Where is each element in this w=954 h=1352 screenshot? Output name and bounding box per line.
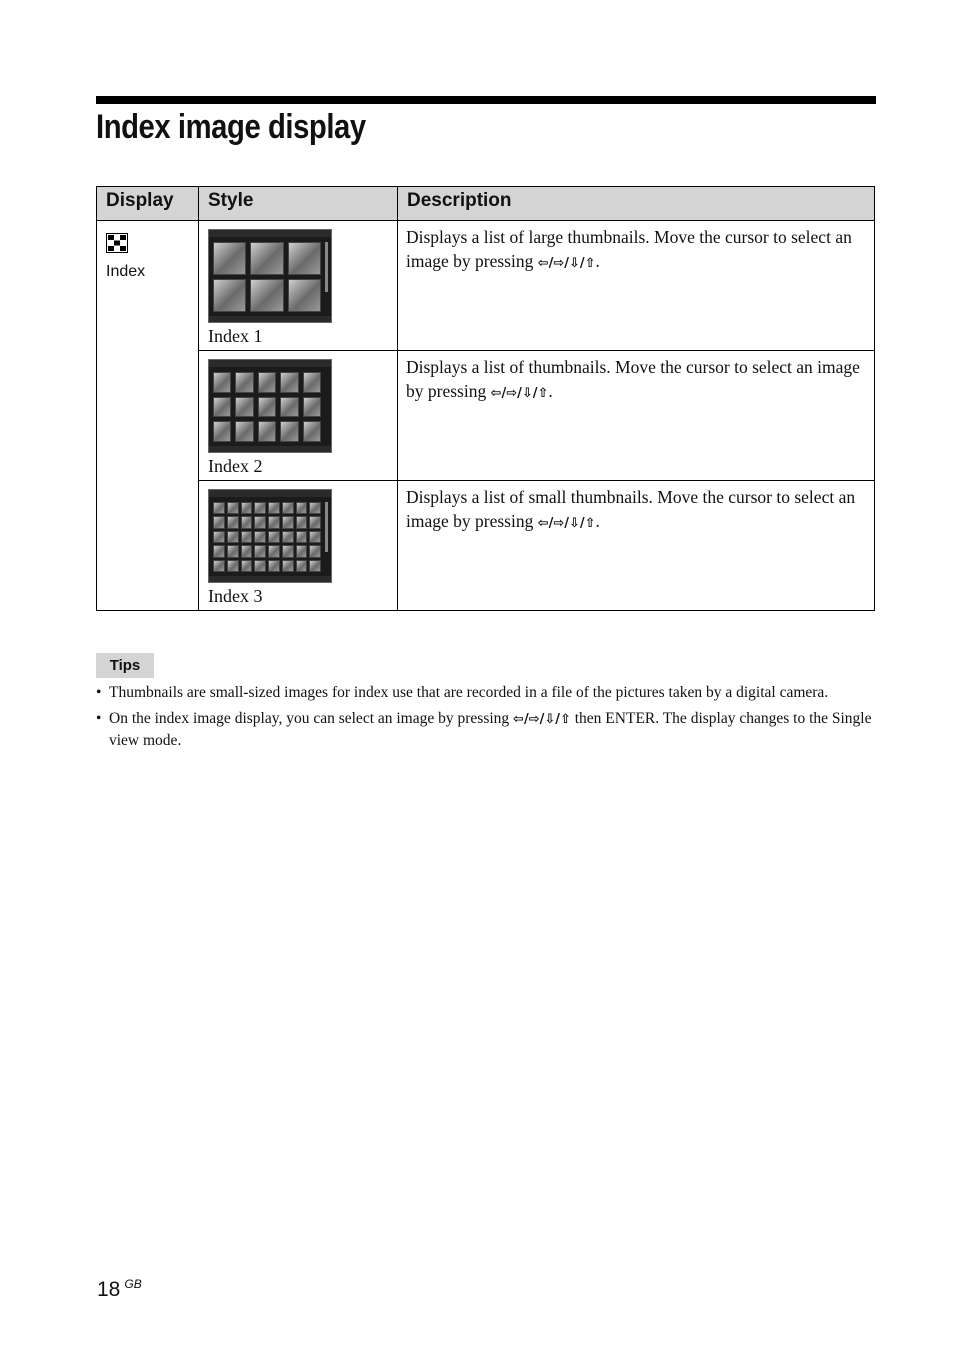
style-cell: [199, 351, 398, 481]
thumbnail-image: [268, 545, 280, 557]
index-grid-icon: [106, 233, 128, 253]
thumbnail-image: [213, 242, 246, 275]
list-item: [96, 682, 876, 703]
thumbnail-image: [258, 397, 276, 418]
thumbnail-image: [250, 242, 283, 275]
thumbnail-image: [282, 502, 294, 514]
thumb-scrollbar: [325, 242, 328, 292]
style-cell: [199, 481, 398, 611]
description-cell: [398, 351, 875, 481]
thumbnail-image: [282, 516, 294, 528]
arrow-keys-icon: ⇦/⇨/⇩/⇧: [537, 256, 596, 271]
index-3-screenshot: [208, 489, 332, 583]
thumbnail-image: [309, 516, 321, 528]
thumbnail-image: [227, 502, 239, 514]
description-end: .: [595, 511, 600, 531]
thumbnail-image: [280, 372, 298, 393]
thumbnail-image: [282, 531, 294, 543]
thumbnail-image: [288, 279, 321, 312]
index-1-screenshot: [208, 229, 332, 323]
thumbnail-image: [280, 397, 298, 418]
thumbnail-image: [254, 545, 266, 557]
thumbnail-image: [309, 560, 321, 572]
tip-text: On the index image display, you can select an image by pressing: [109, 710, 514, 727]
thumbnail-image: [213, 560, 225, 572]
header-description: Description: [398, 187, 875, 221]
thumbnail-image: [268, 560, 280, 572]
thumbnail-image: [254, 502, 266, 514]
list-item: [96, 708, 876, 751]
table-row: [97, 351, 875, 481]
thumbnail-image: [213, 545, 225, 557]
thumbnail-image: [241, 531, 253, 543]
tip-text: Thumbnails are small-sized images for index use that are recorded in a file of the pictures taken by a digital camera.: [109, 684, 829, 701]
page-number-suffix: GB: [124, 1277, 142, 1291]
thumbnail-image: [268, 502, 280, 514]
thumbnail-image: [280, 421, 298, 442]
style-label: Index 1: [208, 326, 263, 346]
header-style: Style: [199, 187, 398, 221]
title-rule: [96, 96, 876, 104]
thumbnail-image: [213, 279, 246, 312]
table-row: [97, 481, 875, 611]
thumbnail-image: [258, 372, 276, 393]
thumbnail-image: [227, 516, 239, 528]
thumbnail-image: [227, 560, 239, 572]
thumbnail-image: [303, 372, 321, 393]
description-end: .: [548, 381, 553, 401]
page-number: [97, 1277, 142, 1302]
header-display: Display: [97, 187, 199, 221]
thumbnail-image: [288, 242, 321, 275]
thumbnail-image: [303, 397, 321, 418]
arrow-keys-icon: ⇦/⇨/⇩/⇧: [490, 386, 549, 401]
style-label: Index 2: [208, 456, 263, 476]
thumbnail-image: [235, 372, 253, 393]
thumbnail-image: [250, 279, 283, 312]
index-2-screenshot: [208, 359, 332, 453]
thumbnail-image: [213, 421, 231, 442]
thumbnail-image: [296, 502, 308, 514]
thumbnail-image: [241, 560, 253, 572]
arrow-keys-icon: ⇦/⇨/⇩/⇧: [537, 516, 596, 531]
thumbnail-grid: [213, 372, 321, 442]
description-text: Displays a list of small thumbnails. Move the cursor to select an image by pressing: [406, 487, 856, 531]
thumbnail-image: [213, 516, 225, 528]
thumbnail-image: [309, 502, 321, 514]
thumbnail-image: [213, 531, 225, 543]
thumbnail-image: [296, 531, 308, 543]
thumbnail-image: [213, 372, 231, 393]
thumbnail-image: [213, 502, 225, 514]
description-cell: [398, 221, 875, 351]
thumbnail-image: [254, 560, 266, 572]
thumbnail-image: [254, 531, 266, 543]
tips-heading: Tips: [96, 653, 154, 678]
thumbnail-grid: [213, 502, 321, 572]
thumbnail-image: [309, 545, 321, 557]
thumbnail-image: [227, 545, 239, 557]
description-text: Displays a list of thumbnails. Move the cursor to select an image by pressing: [406, 357, 860, 401]
thumbnail-image: [282, 560, 294, 572]
tip-text: then ENTER. The display changes to the Single view mode.: [109, 710, 872, 749]
thumbnail-image: [227, 531, 239, 543]
thumbnail-image: [213, 397, 231, 418]
thumbnail-image: [258, 421, 276, 442]
thumbnail-image: [296, 545, 308, 557]
index-display-table: [96, 186, 875, 611]
thumbnail-image: [241, 502, 253, 514]
thumbnail-image: [268, 531, 280, 543]
display-label: Index: [106, 263, 146, 280]
thumbnail-image: [241, 516, 253, 528]
tips-list: [96, 682, 876, 756]
thumbnail-image: [241, 545, 253, 557]
thumbnail-image: [254, 516, 266, 528]
thumb-scrollbar: [325, 502, 328, 552]
description-cell: [398, 481, 875, 611]
description-text: Displays a list of large thumbnails. Move the cursor to select an image by pressing: [406, 227, 852, 271]
page-number-value: 18: [97, 1278, 121, 1301]
thumbnail-image: [282, 545, 294, 557]
thumbnail-image: [268, 516, 280, 528]
thumbnail-grid: [213, 242, 321, 312]
style-label: Index 3: [208, 586, 263, 606]
display-cell: [97, 221, 199, 611]
thumbnail-image: [296, 516, 308, 528]
thumbnail-image: [296, 560, 308, 572]
table-row: [97, 221, 875, 351]
thumbnail-image: [303, 421, 321, 442]
page-title: Index image display: [96, 108, 366, 146]
thumbnail-image: [309, 531, 321, 543]
table-header-row: [97, 187, 875, 221]
arrow-keys-icon: ⇦/⇨/⇩/⇧: [513, 712, 571, 727]
thumbnail-image: [235, 397, 253, 418]
description-end: .: [595, 251, 600, 271]
thumbnail-image: [235, 421, 253, 442]
style-cell: [199, 221, 398, 351]
